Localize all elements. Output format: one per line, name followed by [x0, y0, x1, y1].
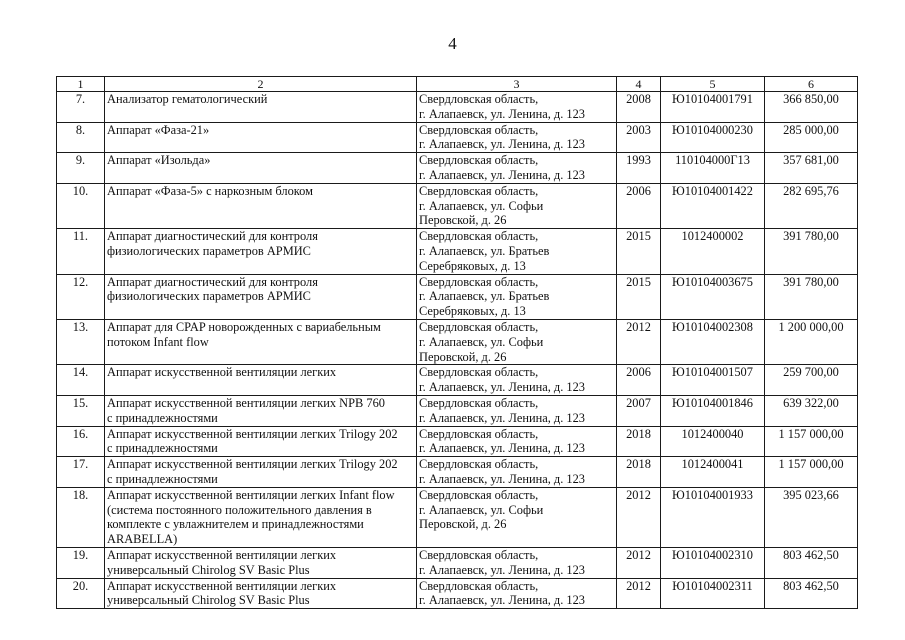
year-cell: 2015	[617, 274, 661, 319]
address-cell-line: г. Алапаевск, ул. Ленина, д. 123	[419, 410, 585, 425]
address-cell-line: г. Алапаевск, ул. Ленина, д. 123	[419, 441, 585, 456]
inventory-number-cell: Ю10104001791	[661, 92, 765, 123]
equipment-name-cell	[105, 547, 417, 578]
table-row	[57, 457, 858, 488]
address-cell-line: г. Алапаевск, ул. Софьи	[419, 334, 544, 349]
year-cell: 2008	[617, 92, 661, 123]
address-cell-line: г. Алапаевск, ул. Софьи	[419, 502, 544, 517]
equipment-name-cell	[105, 183, 417, 228]
equipment-name-cell-line: Аппарат искусственной вентиляции легких Trilogy 202	[107, 457, 398, 472]
address-cell-line: Серебряковых, д. 13	[419, 258, 526, 273]
year-cell: 2018	[617, 457, 661, 488]
table-row	[57, 122, 858, 153]
year-cell: 2003	[617, 122, 661, 153]
row-number-cell: 9.	[57, 153, 105, 184]
address-cell-line: Свердловская область,	[419, 395, 539, 410]
address-cell	[417, 487, 617, 547]
address-cell-line: г. Алапаевск, ул. Братьев	[419, 243, 550, 258]
address-cell-line: Перовской, д. 26	[419, 517, 507, 532]
row-number-cell: 10.	[57, 183, 105, 228]
cost-cell: 282 695,76	[765, 183, 858, 228]
address-cell-line: Свердловская область,	[419, 578, 539, 593]
equipment-name-cell	[105, 153, 417, 184]
cost-cell: 639 322,00	[765, 395, 858, 426]
inventory-number-cell: 1012400041	[661, 457, 765, 488]
address-cell	[417, 153, 617, 184]
table-row	[57, 487, 858, 547]
address-cell	[417, 365, 617, 396]
equipment-name-cell-line: Аппарат искусственной вентиляции легких	[107, 578, 337, 593]
row-number-cell: 16.	[57, 426, 105, 457]
table-row	[57, 92, 858, 123]
row-number-cell: 11.	[57, 229, 105, 274]
address-cell	[417, 457, 617, 488]
cost-cell: 1 157 000,00	[765, 457, 858, 488]
equipment-name-cell-line: универсальный Chirolog SV Basic Plus	[107, 593, 310, 608]
year-cell: 1993	[617, 153, 661, 184]
address-cell-line: Перовской, д. 26	[419, 213, 507, 228]
inventory-number-cell: Ю10104000230	[661, 122, 765, 153]
equipment-name-cell-line: Аппарат «Фаза-5» с наркозным блоком	[107, 183, 313, 198]
address-cell-line: Свердловская область,	[419, 274, 539, 289]
row-number-cell: 14.	[57, 365, 105, 396]
inventory-number-cell: Ю10104002308	[661, 319, 765, 364]
inventory-number-cell: Ю10104001846	[661, 395, 765, 426]
address-cell	[417, 122, 617, 153]
address-cell-line: Свердловская область,	[419, 547, 539, 562]
address-cell-line: г. Алапаевск, ул. Софьи	[419, 198, 544, 213]
year-cell: 2006	[617, 183, 661, 228]
year-cell: 2006	[617, 365, 661, 396]
cost-cell: 395 023,66	[765, 487, 858, 547]
equipment-name-cell-line: Аппарат «Изольда»	[107, 153, 211, 168]
row-number-cell: 8.	[57, 122, 105, 153]
inventory-number-cell: Ю10104002310	[661, 547, 765, 578]
equipment-name-cell	[105, 229, 417, 274]
equipment-name-cell-line: с принадлежностями	[107, 471, 218, 486]
year-cell: 2015	[617, 229, 661, 274]
year-cell: 2007	[617, 395, 661, 426]
equipment-name-cell-line: универсальный Chirolog SV Basic Plus	[107, 562, 310, 577]
inventory-number-cell: Ю10104001422	[661, 183, 765, 228]
equipment-name-cell	[105, 365, 417, 396]
year-cell: 2012	[617, 578, 661, 609]
cost-cell: 1 200 000,00	[765, 319, 858, 364]
equipment-name-cell	[105, 274, 417, 319]
address-cell	[417, 319, 617, 364]
equipment-name-cell-line: с принадлежностями	[107, 410, 218, 425]
address-cell	[417, 274, 617, 319]
column-header-2: 2	[105, 77, 417, 92]
page-number: 4	[448, 34, 457, 53]
equipment-name-cell	[105, 92, 417, 123]
address-cell-line: Свердловская область,	[419, 153, 539, 168]
address-cell	[417, 183, 617, 228]
table-row	[57, 395, 858, 426]
equipment-name-cell-line: (система постоянного положительного давления в	[107, 502, 372, 517]
equipment-name-cell-line: потоком Infant flow	[107, 334, 209, 349]
address-cell	[417, 229, 617, 274]
row-number-cell: 7.	[57, 92, 105, 123]
column-header-1: 1	[57, 77, 105, 92]
cost-cell: 1 157 000,00	[765, 426, 858, 457]
table-row	[57, 547, 858, 578]
address-cell	[417, 426, 617, 457]
row-number-cell: 20.	[57, 578, 105, 609]
inventory-number-cell: Ю10104001933	[661, 487, 765, 547]
address-cell	[417, 578, 617, 609]
year-cell: 2012	[617, 487, 661, 547]
table-row	[57, 578, 858, 609]
equipment-name-cell-line: с принадлежностями	[107, 441, 218, 456]
address-cell-line: Свердловская область,	[419, 365, 539, 380]
row-number-cell: 17.	[57, 457, 105, 488]
equipment-name-cell-line: комплекте с увлажнителем и принадлежностями	[107, 517, 364, 532]
equipment-name-cell-line: ARABELLA)	[107, 532, 178, 547]
table-row	[57, 274, 858, 319]
table-row	[57, 229, 858, 274]
table-header-row	[57, 77, 858, 92]
address-cell	[417, 395, 617, 426]
address-cell-line: Свердловская область,	[419, 457, 539, 472]
address-cell-line: г. Алапаевск, ул. Ленина, д. 123	[419, 106, 585, 121]
address-cell-line: Свердловская область,	[419, 487, 539, 502]
table-body	[57, 92, 858, 609]
address-cell-line: Свердловская область,	[419, 426, 539, 441]
address-cell-line: Свердловская область,	[419, 229, 539, 244]
address-cell-line: г. Алапаевск, ул. Ленина, д. 123	[419, 471, 585, 486]
row-number-cell: 13.	[57, 319, 105, 364]
table-row	[57, 319, 858, 364]
equipment-name-cell	[105, 395, 417, 426]
year-cell: 2012	[617, 319, 661, 364]
address-cell-line: г. Алапаевск, ул. Ленина, д. 123	[419, 562, 585, 577]
address-cell-line: Серебряковых, д. 13	[419, 304, 526, 319]
row-number-cell: 19.	[57, 547, 105, 578]
row-number-cell: 18.	[57, 487, 105, 547]
equipment-name-cell-line: Аппарат для CPAP новорожденных с вариабельным	[107, 319, 381, 334]
cost-cell: 357 681,00	[765, 153, 858, 184]
address-cell	[417, 547, 617, 578]
address-cell-line: г. Алапаевск, ул. Ленина, д. 123	[419, 137, 585, 152]
year-cell: 2018	[617, 426, 661, 457]
equipment-name-cell-line: Аппарат искусственной вентиляции легких Trilogy 202	[107, 426, 398, 441]
inventory-number-cell: Ю10104001507	[661, 365, 765, 396]
cost-cell: 259 700,00	[765, 365, 858, 396]
address-cell-line: г. Алапаевск, ул. Ленина, д. 123	[419, 167, 585, 182]
cost-cell: 285 000,00	[765, 122, 858, 153]
address-cell-line: г. Алапаевск, ул. Ленина, д. 123	[419, 593, 585, 608]
cost-cell: 391 780,00	[765, 274, 858, 319]
address-cell-line: Свердловская область,	[419, 183, 539, 198]
inventory-number-cell: 1012400040	[661, 426, 765, 457]
row-number-cell: 15.	[57, 395, 105, 426]
cost-cell: 803 462,50	[765, 578, 858, 609]
equipment-name-cell	[105, 319, 417, 364]
address-cell	[417, 92, 617, 123]
inventory-number-cell: 110104000Г13	[661, 153, 765, 184]
equipment-name-cell	[105, 457, 417, 488]
address-cell-line: Свердловская область,	[419, 92, 539, 106]
equipment-name-cell	[105, 426, 417, 457]
equipment-name-cell	[105, 487, 417, 547]
address-cell-line: Перовской, д. 26	[419, 349, 507, 364]
equipment-name-cell	[105, 122, 417, 153]
equipment-name-cell-line: Аппарат диагностический для контроля	[107, 229, 318, 244]
address-cell-line: Свердловская область,	[419, 319, 539, 334]
equipment-table	[56, 76, 858, 609]
table-row	[57, 183, 858, 228]
table-row	[57, 365, 858, 396]
equipment-name-cell-line: Анализатор гематологический	[107, 92, 268, 106]
table-row	[57, 153, 858, 184]
inventory-number-cell: 1012400002	[661, 229, 765, 274]
column-header-6: 6	[765, 77, 858, 92]
equipment-name-cell	[105, 578, 417, 609]
equipment-name-cell-line: Аппарат искусственной вентиляции легких NPB 760	[107, 395, 385, 410]
address-cell-line: г. Алапаевск, ул. Братьев	[419, 289, 550, 304]
equipment-name-cell-line: Аппарат диагностический для контроля	[107, 274, 318, 289]
cost-cell: 391 780,00	[765, 229, 858, 274]
equipment-name-cell-line: физиологических параметров АРМИС	[107, 243, 311, 258]
equipment-name-cell-line: Аппарат «Фаза-21»	[107, 122, 210, 137]
inventory-number-cell: Ю10104003675	[661, 274, 765, 319]
cost-cell: 803 462,50	[765, 547, 858, 578]
column-header-5: 5	[661, 77, 765, 92]
column-header-4: 4	[617, 77, 661, 92]
address-cell-line: Свердловская область,	[419, 122, 539, 137]
inventory-number-cell: Ю10104002311	[661, 578, 765, 609]
column-header-3: 3	[417, 77, 617, 92]
table-row	[57, 426, 858, 457]
year-cell: 2012	[617, 547, 661, 578]
equipment-name-cell-line: Аппарат искусственной вентиляции легких Infant flow	[107, 487, 395, 502]
equipment-name-cell-line: Аппарат искусственной вентиляции легких	[107, 365, 337, 380]
cost-cell: 366 850,00	[765, 92, 858, 123]
equipment-name-cell-line: Аппарат искусственной вентиляции легких	[107, 547, 337, 562]
address-cell-line: г. Алапаевск, ул. Ленина, д. 123	[419, 380, 585, 395]
row-number-cell: 12.	[57, 274, 105, 319]
equipment-name-cell-line: физиологических параметров АРМИС	[107, 289, 311, 304]
